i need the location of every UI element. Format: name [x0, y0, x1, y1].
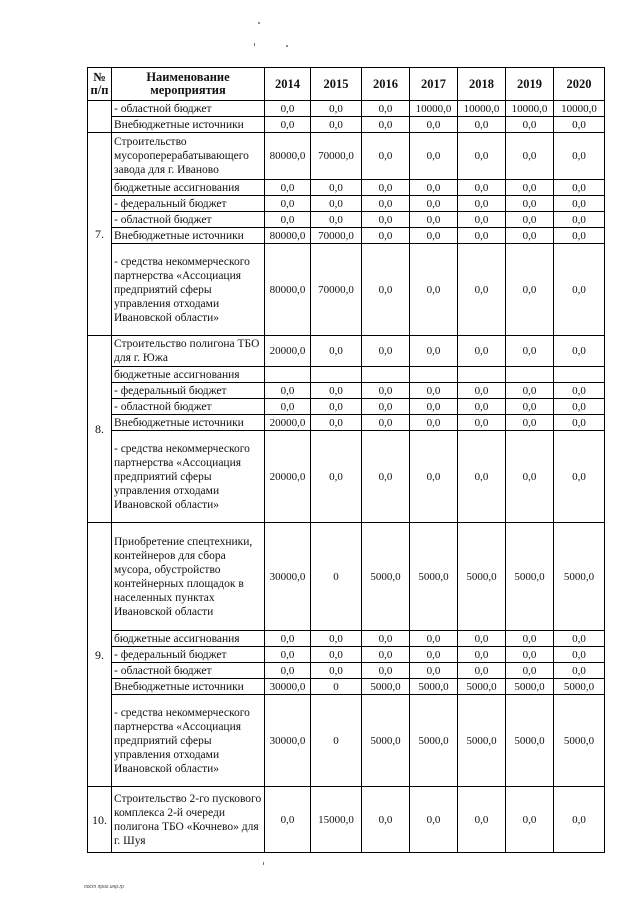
col-header-year: 2014 — [265, 68, 311, 101]
value-cell: 80000,0 — [265, 133, 311, 180]
value-cell: 0,0 — [311, 180, 362, 196]
table-row — [88, 367, 605, 383]
value-cell: 0,0 — [311, 117, 362, 133]
value-cell — [362, 367, 410, 383]
value-cell: 70000,0 — [311, 228, 362, 244]
table-row — [88, 101, 605, 117]
item-name-cell: - средства некоммерческого партнерства «Ассоциация предприятий сферы управления отходами Ивановской области» — [112, 695, 265, 787]
value-cell: 0,0 — [362, 244, 410, 336]
item-name-cell: - средства некоммерческого партнерства «Ассоциация предприятий сферы управления отходами Ивановской области» — [112, 431, 265, 523]
value-cell: 10000,0 — [554, 101, 605, 117]
value-cell: 0,0 — [362, 399, 410, 415]
value-cell: 5000,0 — [362, 523, 410, 631]
value-cell: 0,0 — [554, 133, 605, 180]
value-cell: 0,0 — [311, 196, 362, 212]
col-header-number: № п/п — [88, 68, 112, 101]
value-cell: 0,0 — [554, 212, 605, 228]
value-cell: 0,0 — [506, 228, 554, 244]
value-cell: 0,0 — [311, 383, 362, 399]
value-cell: 0,0 — [362, 212, 410, 228]
value-cell: 0,0 — [506, 647, 554, 663]
value-cell: 0,0 — [554, 399, 605, 415]
value-cell: 0,0 — [311, 336, 362, 367]
scan-speck — [263, 862, 264, 865]
value-cell: 0,0 — [410, 212, 458, 228]
value-cell: 0 — [311, 695, 362, 787]
value-cell: 0,0 — [265, 399, 311, 415]
value-cell: 0,0 — [311, 431, 362, 523]
value-cell: 0,0 — [311, 415, 362, 431]
footer-file-label: пост прог.инр.rр — [84, 884, 124, 890]
value-cell: 0,0 — [311, 631, 362, 647]
value-cell: 10000,0 — [506, 101, 554, 117]
table-row — [88, 787, 605, 853]
value-cell: 5000,0 — [458, 695, 506, 787]
value-cell: 0,0 — [458, 336, 506, 367]
value-cell: 70000,0 — [311, 133, 362, 180]
value-cell: 0,0 — [362, 196, 410, 212]
value-cell: 0,0 — [362, 431, 410, 523]
value-cell: 0,0 — [265, 631, 311, 647]
table-row — [88, 133, 605, 180]
value-cell: 5000,0 — [506, 695, 554, 787]
value-cell: 0,0 — [265, 212, 311, 228]
item-name-cell: Строительство 2-го пускового комплекса 2-й очереди полигона ТБО «Кочнево» для г. Шуя — [112, 787, 265, 853]
value-cell: 0,0 — [410, 244, 458, 336]
value-cell: 0,0 — [506, 631, 554, 647]
value-cell: 0,0 — [554, 431, 605, 523]
value-cell: 0,0 — [506, 117, 554, 133]
value-cell: 0,0 — [410, 228, 458, 244]
value-cell: 0,0 — [410, 787, 458, 853]
value-cell: 0,0 — [410, 133, 458, 180]
value-cell: 0,0 — [458, 383, 506, 399]
item-name-cell: Внебюджетные источники — [112, 679, 265, 695]
item-name-cell: Строительство мусороперерабатывающего завода для г. Иваново — [112, 133, 265, 180]
header-row — [88, 68, 605, 101]
item-name-cell: Внебюджетные источники — [112, 228, 265, 244]
item-name-cell: - областной бюджет — [112, 399, 265, 415]
value-cell: 0,0 — [458, 212, 506, 228]
value-cell: 20000,0 — [265, 415, 311, 431]
value-cell: 0,0 — [506, 415, 554, 431]
value-cell: 0,0 — [410, 663, 458, 679]
value-cell: 80000,0 — [265, 244, 311, 336]
value-cell: 0,0 — [458, 133, 506, 180]
table-body — [88, 101, 605, 853]
value-cell: 20000,0 — [265, 431, 311, 523]
value-cell: 10000,0 — [410, 101, 458, 117]
value-cell: 70000,0 — [311, 244, 362, 336]
value-cell: 0,0 — [506, 180, 554, 196]
value-cell: 0,0 — [506, 196, 554, 212]
item-name-cell: - областной бюджет — [112, 101, 265, 117]
value-cell: 0,0 — [362, 631, 410, 647]
value-cell: 0,0 — [554, 228, 605, 244]
item-name-cell: - средства некоммерческого партнерства «Ассоциация предприятий сферы управления отходами Ивановской области» — [112, 244, 265, 336]
value-cell: 0,0 — [458, 415, 506, 431]
item-number-cell: 7. — [88, 133, 112, 336]
value-cell: 0,0 — [362, 647, 410, 663]
table-row — [88, 383, 605, 399]
value-cell: 0,0 — [362, 101, 410, 117]
value-cell: 0,0 — [410, 117, 458, 133]
value-cell: 80000,0 — [265, 228, 311, 244]
value-cell: 0,0 — [554, 415, 605, 431]
value-cell: 0,0 — [458, 228, 506, 244]
value-cell: 0,0 — [265, 663, 311, 679]
table-row — [88, 431, 605, 523]
table-row — [88, 228, 605, 244]
item-number-cell — [88, 101, 112, 133]
value-cell: 0,0 — [362, 663, 410, 679]
value-cell: 0,0 — [458, 117, 506, 133]
value-cell: 0,0 — [311, 212, 362, 228]
scan-speck — [254, 43, 255, 46]
table-row — [88, 117, 605, 133]
value-cell: 0,0 — [362, 383, 410, 399]
value-cell — [506, 367, 554, 383]
value-cell: 0,0 — [554, 336, 605, 367]
value-cell: 5000,0 — [458, 679, 506, 695]
value-cell: 0,0 — [506, 212, 554, 228]
value-cell: 0,0 — [311, 663, 362, 679]
value-cell: 0,0 — [410, 415, 458, 431]
value-cell: 0,0 — [265, 196, 311, 212]
value-cell: 0,0 — [311, 101, 362, 117]
table-row — [88, 679, 605, 695]
value-cell — [410, 367, 458, 383]
value-cell: 0,0 — [410, 431, 458, 523]
table-row — [88, 523, 605, 631]
value-cell: 5000,0 — [554, 679, 605, 695]
value-cell: 0,0 — [362, 336, 410, 367]
value-cell: 10000,0 — [458, 101, 506, 117]
item-number-cell: 8. — [88, 336, 112, 523]
value-cell: 5000,0 — [362, 695, 410, 787]
value-cell — [554, 367, 605, 383]
value-cell: 0,0 — [554, 663, 605, 679]
value-cell: 0,0 — [265, 101, 311, 117]
value-cell: 0,0 — [362, 117, 410, 133]
item-name-cell: - федеральный бюджет — [112, 647, 265, 663]
value-cell: 0,0 — [554, 383, 605, 399]
col-header-year: 2015 — [311, 68, 362, 101]
value-cell: 0,0 — [554, 647, 605, 663]
table-row — [88, 180, 605, 196]
table-row — [88, 336, 605, 367]
table-row — [88, 212, 605, 228]
item-number-cell: 9. — [88, 523, 112, 787]
value-cell: 0,0 — [410, 180, 458, 196]
value-cell: 0,0 — [410, 631, 458, 647]
value-cell: 0 — [311, 679, 362, 695]
item-name-cell: бюджетные ассигнования — [112, 180, 265, 196]
value-cell: 0,0 — [362, 787, 410, 853]
col-header-year: 2017 — [410, 68, 458, 101]
item-name-cell: Строительство полигона ТБО для г. Южа — [112, 336, 265, 367]
value-cell: 0,0 — [506, 399, 554, 415]
value-cell — [265, 367, 311, 383]
col-header-name: Наименование мероприятия — [112, 68, 265, 101]
col-header-year: 2020 — [554, 68, 605, 101]
value-cell: 5000,0 — [506, 679, 554, 695]
value-cell: 5000,0 — [410, 679, 458, 695]
value-cell: 5000,0 — [362, 679, 410, 695]
value-cell: 0,0 — [458, 244, 506, 336]
scan-speck — [258, 22, 260, 24]
item-name-cell: бюджетные ассигнования — [112, 631, 265, 647]
value-cell: 0,0 — [458, 399, 506, 415]
value-cell: 5000,0 — [410, 695, 458, 787]
value-cell: 0,0 — [265, 383, 311, 399]
value-cell: 0,0 — [265, 787, 311, 853]
item-name-cell: Внебюджетные источники — [112, 117, 265, 133]
value-cell: 0,0 — [458, 647, 506, 663]
value-cell: 20000,0 — [265, 336, 311, 367]
value-cell: 0,0 — [265, 647, 311, 663]
value-cell: 0,0 — [554, 196, 605, 212]
item-name-cell: бюджетные ассигнования — [112, 367, 265, 383]
value-cell: 30000,0 — [265, 679, 311, 695]
value-cell: 0,0 — [311, 647, 362, 663]
col-header-year: 2016 — [362, 68, 410, 101]
value-cell: 0,0 — [362, 180, 410, 196]
value-cell: 5000,0 — [554, 695, 605, 787]
value-cell: 0,0 — [506, 133, 554, 180]
col-header-year: 2018 — [458, 68, 506, 101]
item-name-cell: - областной бюджет — [112, 212, 265, 228]
value-cell: 0,0 — [362, 228, 410, 244]
table-row — [88, 647, 605, 663]
table-row — [88, 196, 605, 212]
value-cell: 0,0 — [410, 336, 458, 367]
value-cell: 0,0 — [362, 133, 410, 180]
item-name-cell: - федеральный бюджет — [112, 196, 265, 212]
value-cell: 0,0 — [410, 196, 458, 212]
value-cell: 0,0 — [410, 647, 458, 663]
value-cell: 0,0 — [458, 196, 506, 212]
scan-speck — [286, 45, 288, 47]
item-name-cell: Внебюджетные источники — [112, 415, 265, 431]
value-cell — [311, 367, 362, 383]
value-cell: 30000,0 — [265, 695, 311, 787]
value-cell: 5000,0 — [554, 523, 605, 631]
value-cell: 0,0 — [458, 787, 506, 853]
value-cell: 0,0 — [410, 399, 458, 415]
item-name-cell: - областной бюджет — [112, 663, 265, 679]
table-row — [88, 631, 605, 647]
value-cell: 0,0 — [265, 117, 311, 133]
value-cell: 5000,0 — [410, 523, 458, 631]
col-header-year: 2019 — [506, 68, 554, 101]
value-cell — [458, 367, 506, 383]
value-cell: 0,0 — [506, 383, 554, 399]
table-row — [88, 415, 605, 431]
value-cell: 0,0 — [458, 180, 506, 196]
value-cell: 0,0 — [506, 336, 554, 367]
budget-table — [87, 67, 605, 853]
value-cell: 0,0 — [506, 431, 554, 523]
value-cell: 0,0 — [265, 180, 311, 196]
value-cell: 5000,0 — [506, 523, 554, 631]
value-cell: 0,0 — [458, 431, 506, 523]
value-cell: 0,0 — [362, 415, 410, 431]
value-cell: 0,0 — [554, 244, 605, 336]
item-name-cell: Приобретение спецтехники, контейнеров для сбора мусора, обустройство контейнерных площадок в населенных пунктах Ивановской области — [112, 523, 265, 631]
value-cell: 0,0 — [554, 631, 605, 647]
table-row — [88, 695, 605, 787]
item-name-cell: - федеральный бюджет — [112, 383, 265, 399]
table-row — [88, 399, 605, 415]
value-cell: 0,0 — [410, 383, 458, 399]
value-cell: 0,0 — [311, 399, 362, 415]
value-cell: 30000,0 — [265, 523, 311, 631]
value-cell: 0,0 — [554, 787, 605, 853]
value-cell: 0,0 — [506, 663, 554, 679]
value-cell: 0,0 — [458, 631, 506, 647]
table-row — [88, 244, 605, 336]
value-cell: 0,0 — [554, 180, 605, 196]
value-cell: 5000,0 — [458, 523, 506, 631]
value-cell: 0 — [311, 523, 362, 631]
value-cell: 0,0 — [458, 663, 506, 679]
value-cell: 0,0 — [554, 117, 605, 133]
item-number-cell: 10. — [88, 787, 112, 853]
value-cell: 0,0 — [506, 787, 554, 853]
value-cell: 15000,0 — [311, 787, 362, 853]
value-cell: 0,0 — [506, 244, 554, 336]
table-row — [88, 663, 605, 679]
